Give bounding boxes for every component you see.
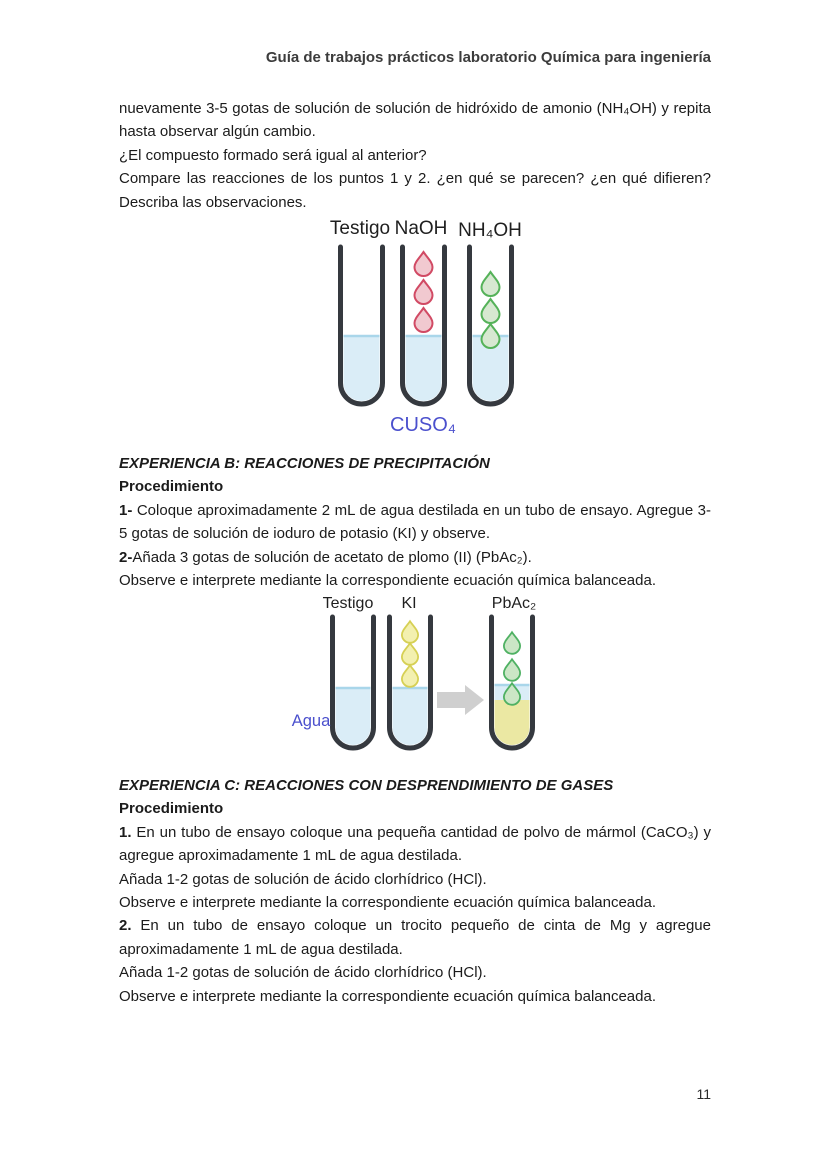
intro-section	[119, 97, 711, 214]
procedure-step	[119, 868, 711, 891]
procedure-step	[119, 546, 711, 569]
tube-label-pbac2: PbAc₂	[491, 595, 537, 612]
droplet-icon	[402, 643, 418, 665]
test-tube-figure-1	[322, 214, 528, 446]
step-number: 1-	[119, 501, 133, 519]
step-text: Observe e interprete mediante la correspondiente ecuación química balanceada.	[119, 987, 656, 1005]
page-number: 11	[696, 1086, 711, 1102]
paragraph: Compare las reacciones de los puntos 1 y 2. ¿en qué se parecen? ¿en qué difieren? Describa las observaciones.	[119, 170, 711, 211]
droplet-icon	[504, 632, 520, 654]
test-tube	[333, 617, 374, 748]
procedure-step	[119, 961, 711, 984]
step-number: 1.	[119, 823, 132, 841]
section-subheading: Procedimiento	[119, 478, 224, 496]
red-droplets	[415, 252, 433, 332]
tube-label-testigo: Testigo	[322, 595, 374, 612]
water-label: Agua	[291, 712, 331, 730]
droplet-icon	[482, 272, 500, 296]
green-droplets	[482, 272, 500, 348]
figure-cuso4-test-tubes	[322, 214, 528, 446]
step-number: 2-	[119, 548, 133, 566]
step-text: Observe e interprete mediante la correspondiente ecuación química balanceada.	[119, 894, 656, 912]
droplet-icon	[402, 621, 418, 643]
tube-label-nh4oh: NH₄OH	[458, 220, 522, 241]
tube-label-naoh: NaOH	[394, 218, 448, 239]
figure-ki-pbac2-test-tubes	[288, 589, 540, 761]
step-text: Coloque aproximadamente 2 mL de agua destilada en un tubo de ensayo. Agregue 3-5 gotas de solución de ioduro de potasio (KI) y observe.	[119, 501, 711, 543]
droplet-icon	[482, 299, 500, 323]
droplet-icon	[415, 252, 433, 276]
section-experiencia-c	[119, 774, 711, 1008]
section-subheading: Procedimiento	[119, 800, 224, 818]
page-header-title: Guía de trabajos prácticos laboratorio Química para ingeniería	[265, 49, 711, 66]
procedure-step	[119, 985, 711, 1008]
tube-label-ki: KI	[401, 595, 417, 612]
step-text: En un tubo de ensayo coloque una pequeña cantidad de polvo de mármol (CaCO₃) y agregue aproximadamente 1 mL de agua destilada.	[119, 823, 711, 865]
green-droplets	[504, 632, 520, 705]
yellow-precipitate	[495, 700, 530, 745]
step-text: Añada 3 gotas de solución de acetato de plomo (II) (PbAc₂).	[132, 548, 532, 566]
step-text: Añada 1-2 gotas de solución de ácido clorhídrico (HCl).	[119, 964, 487, 982]
section-heading: EXPERIENCIA B: REACCIONES DE PRECIPITACIÓN	[119, 455, 490, 472]
procedure-step	[119, 914, 711, 961]
test-tube	[341, 247, 383, 404]
droplet-icon	[482, 324, 500, 348]
section-heading: EXPERIENCIA C: REACCIONES CON DESPRENDIMIENTO DE GASES	[119, 777, 614, 794]
test-tube-figure-2	[288, 589, 540, 761]
section-experiencia-b	[119, 452, 711, 592]
procedure-step	[119, 499, 711, 546]
tube-label-testigo: Testigo	[329, 218, 391, 239]
procedure-step	[119, 821, 711, 868]
right-arrow-icon	[437, 685, 484, 715]
procedure-step	[119, 891, 711, 914]
paragraph: ¿El compuesto formado será igual al anterior?	[119, 146, 427, 164]
paragraph: nuevamente 3-5 gotas de solución de solución de hidróxido de amonio (NH₄OH) y repita hasta observar algún cambio.	[119, 100, 711, 141]
step-text: Observe e interprete mediante la correspondiente ecuación química balanceada.	[119, 572, 656, 590]
droplet-icon	[415, 308, 433, 332]
yellow-droplets	[402, 621, 418, 687]
droplet-icon	[415, 280, 433, 304]
step-text: En un tubo de ensayo coloque un trocito pequeño de cinta de Mg y agregue aproximadamente 1 mL de agua destilada.	[119, 917, 711, 958]
step-text: Añada 1-2 gotas de solución de ácido clorhídrico (HCl).	[119, 870, 487, 888]
droplet-icon	[402, 665, 418, 687]
droplet-icon	[504, 659, 520, 681]
step-number: 2.	[119, 917, 132, 935]
figure-caption-cuso4: CUSO₄	[390, 414, 456, 436]
